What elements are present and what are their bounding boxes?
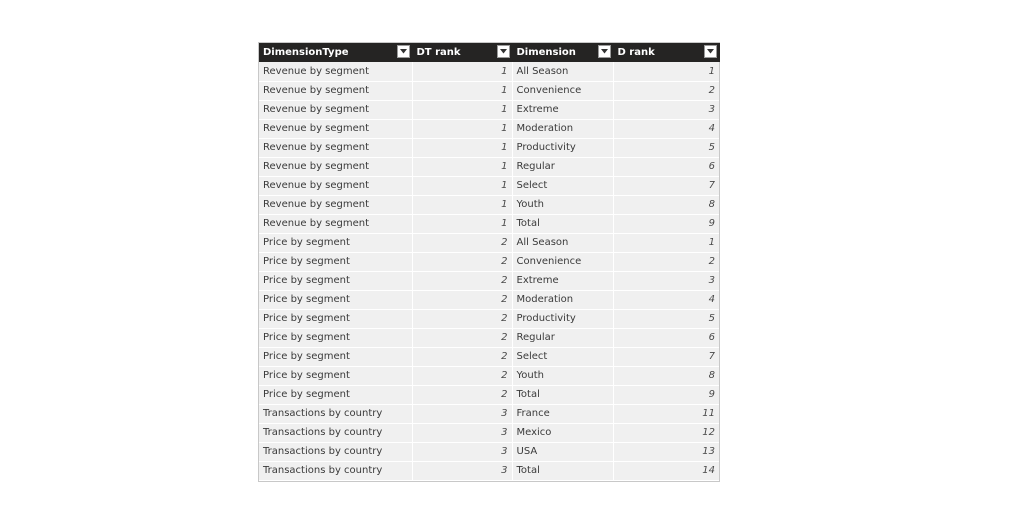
- dimensiontype-cell[interactable]: Revenue by segment: [259, 100, 412, 119]
- dimension-cell[interactable]: USA: [512, 442, 613, 461]
- d-rank-cell[interactable]: 3: [613, 271, 719, 290]
- column-header-label: D rank: [617, 47, 655, 58]
- column-header-dimensiontype[interactable]: [259, 43, 412, 62]
- dt-rank-cell[interactable]: 1: [412, 176, 512, 195]
- dt-rank-cell[interactable]: 3: [412, 404, 512, 423]
- dimensiontype-cell[interactable]: Price by segment: [259, 309, 412, 328]
- dimension-cell[interactable]: France: [512, 404, 613, 423]
- table-row[interactable]: [259, 119, 719, 138]
- table-row[interactable]: [259, 214, 719, 233]
- dimensiontype-cell[interactable]: Price by segment: [259, 328, 412, 347]
- dimension-cell[interactable]: Select: [512, 347, 613, 366]
- dimensiontype-cell[interactable]: Price by segment: [259, 271, 412, 290]
- column-header-dimension[interactable]: [512, 43, 613, 62]
- dt-rank-cell[interactable]: 1: [412, 157, 512, 176]
- column-header-label: DimensionType: [263, 47, 349, 58]
- dimensiontype-cell[interactable]: Transactions by country: [259, 404, 412, 423]
- column-header-d-rank[interactable]: [613, 43, 719, 62]
- d-rank-cell[interactable]: 8: [613, 195, 719, 214]
- dt-rank-cell[interactable]: 1: [412, 81, 512, 100]
- dimensiontype-cell[interactable]: Transactions by country: [259, 461, 412, 480]
- d-rank-cell[interactable]: 6: [613, 157, 719, 176]
- d-rank-cell[interactable]: 7: [613, 176, 719, 195]
- column-header-label: DT rank: [416, 47, 461, 58]
- chevron-down-icon[interactable]: [397, 45, 410, 58]
- chevron-down-icon[interactable]: [497, 45, 510, 58]
- dimensiontype-cell[interactable]: Revenue by segment: [259, 214, 412, 233]
- dt-rank-cell[interactable]: 2: [412, 233, 512, 252]
- dt-rank-cell[interactable]: 3: [412, 442, 512, 461]
- dimensiontype-cell[interactable]: Revenue by segment: [259, 62, 412, 81]
- d-rank-cell[interactable]: 4: [613, 290, 719, 309]
- d-rank-cell[interactable]: 2: [613, 81, 719, 100]
- dt-rank-cell[interactable]: 2: [412, 347, 512, 366]
- dt-rank-cell[interactable]: 1: [412, 119, 512, 138]
- d-rank-cell[interactable]: 7: [613, 347, 719, 366]
- dimension-cell[interactable]: Convenience: [512, 81, 613, 100]
- dimensiontype-cell[interactable]: Price by segment: [259, 366, 412, 385]
- dimension-cell[interactable]: Select: [512, 176, 613, 195]
- header-row: [259, 43, 719, 62]
- dimension-cell[interactable]: Extreme: [512, 100, 613, 119]
- data-table: [259, 43, 720, 481]
- table-body: [259, 62, 719, 480]
- dimensiontype-cell[interactable]: Revenue by segment: [259, 81, 412, 100]
- dimensiontype-cell[interactable]: Revenue by segment: [259, 176, 412, 195]
- dimension-cell[interactable]: All Season: [512, 62, 613, 81]
- table-row[interactable]: [259, 157, 719, 176]
- dimensiontype-cell[interactable]: Transactions by country: [259, 442, 412, 461]
- dimension-cell[interactable]: Youth: [512, 195, 613, 214]
- d-rank-cell[interactable]: 14: [613, 461, 719, 480]
- dimensiontype-cell[interactable]: Price by segment: [259, 347, 412, 366]
- table-row[interactable]: [259, 423, 719, 442]
- dt-rank-cell[interactable]: 2: [412, 366, 512, 385]
- column-header-dt-rank[interactable]: [412, 43, 512, 62]
- dt-rank-cell[interactable]: 2: [412, 252, 512, 271]
- d-rank-cell[interactable]: 6: [613, 328, 719, 347]
- d-rank-cell[interactable]: 1: [613, 233, 719, 252]
- table-row[interactable]: [259, 366, 719, 385]
- dimensiontype-cell[interactable]: Price by segment: [259, 252, 412, 271]
- dimension-cell[interactable]: Regular: [512, 157, 613, 176]
- dimension-cell[interactable]: Total: [512, 385, 613, 404]
- table-row[interactable]: [259, 195, 719, 214]
- table-row[interactable]: [259, 328, 719, 347]
- dimension-cell[interactable]: Regular: [512, 328, 613, 347]
- table-row[interactable]: [259, 404, 719, 423]
- dimensiontype-cell[interactable]: Price by segment: [259, 233, 412, 252]
- table-row[interactable]: [259, 233, 719, 252]
- table-row[interactable]: [259, 81, 719, 100]
- d-rank-cell[interactable]: 8: [613, 366, 719, 385]
- dimension-cell[interactable]: All Season: [512, 233, 613, 252]
- d-rank-cell[interactable]: 5: [613, 309, 719, 328]
- dimension-cell[interactable]: Total: [512, 461, 613, 480]
- dt-rank-cell[interactable]: 3: [412, 461, 512, 480]
- d-rank-cell[interactable]: 4: [613, 119, 719, 138]
- dt-rank-cell[interactable]: 2: [412, 271, 512, 290]
- table-row[interactable]: [259, 252, 719, 271]
- table-row[interactable]: [259, 138, 719, 157]
- dt-rank-cell[interactable]: 2: [412, 309, 512, 328]
- dt-rank-cell[interactable]: 1: [412, 195, 512, 214]
- dimension-cell[interactable]: Convenience: [512, 252, 613, 271]
- dimensiontype-cell[interactable]: Revenue by segment: [259, 195, 412, 214]
- data-table-frame: [258, 42, 720, 482]
- dimension-cell[interactable]: Total: [512, 214, 613, 233]
- dimension-cell[interactable]: Youth: [512, 366, 613, 385]
- table-row[interactable]: [259, 100, 719, 119]
- dt-rank-cell[interactable]: 2: [412, 328, 512, 347]
- chevron-down-icon[interactable]: [704, 45, 717, 58]
- table-row[interactable]: [259, 271, 719, 290]
- table-row[interactable]: [259, 290, 719, 309]
- dt-rank-cell[interactable]: 1: [412, 138, 512, 157]
- dt-rank-cell[interactable]: 2: [412, 290, 512, 309]
- table-row[interactable]: [259, 62, 719, 81]
- d-rank-cell[interactable]: 1: [613, 62, 719, 81]
- column-header-label: Dimension: [516, 47, 576, 58]
- dimensiontype-cell[interactable]: Price by segment: [259, 385, 412, 404]
- dimension-cell[interactable]: Extreme: [512, 271, 613, 290]
- dimensiontype-cell[interactable]: Transactions by country: [259, 423, 412, 442]
- dimension-cell[interactable]: Moderation: [512, 290, 613, 309]
- d-rank-cell[interactable]: 9: [613, 214, 719, 233]
- table-row[interactable]: [259, 385, 719, 404]
- dimensiontype-cell[interactable]: Revenue by segment: [259, 157, 412, 176]
- table-row[interactable]: [259, 309, 719, 328]
- dimension-cell[interactable]: Productivity: [512, 138, 613, 157]
- dimension-cell[interactable]: Mexico: [512, 423, 613, 442]
- table-row[interactable]: [259, 461, 719, 480]
- d-rank-cell[interactable]: 3: [613, 100, 719, 119]
- dt-rank-cell[interactable]: 1: [412, 214, 512, 233]
- dt-rank-cell[interactable]: 1: [412, 100, 512, 119]
- table-row[interactable]: [259, 442, 719, 461]
- d-rank-cell[interactable]: 9: [613, 385, 719, 404]
- d-rank-cell[interactable]: 5: [613, 138, 719, 157]
- chevron-down-icon[interactable]: [598, 45, 611, 58]
- dt-rank-cell[interactable]: 1: [412, 62, 512, 81]
- dimensiontype-cell[interactable]: Revenue by segment: [259, 119, 412, 138]
- dimension-cell[interactable]: Moderation: [512, 119, 613, 138]
- dimension-cell[interactable]: Productivity: [512, 309, 613, 328]
- d-rank-cell[interactable]: 11: [613, 404, 719, 423]
- table-row[interactable]: [259, 347, 719, 366]
- dimensiontype-cell[interactable]: Revenue by segment: [259, 138, 412, 157]
- dt-rank-cell[interactable]: 3: [412, 423, 512, 442]
- d-rank-cell[interactable]: 2: [613, 252, 719, 271]
- dimensiontype-cell[interactable]: Price by segment: [259, 290, 412, 309]
- table-row[interactable]: [259, 176, 719, 195]
- d-rank-cell[interactable]: 12: [613, 423, 719, 442]
- dt-rank-cell[interactable]: 2: [412, 385, 512, 404]
- d-rank-cell[interactable]: 13: [613, 442, 719, 461]
